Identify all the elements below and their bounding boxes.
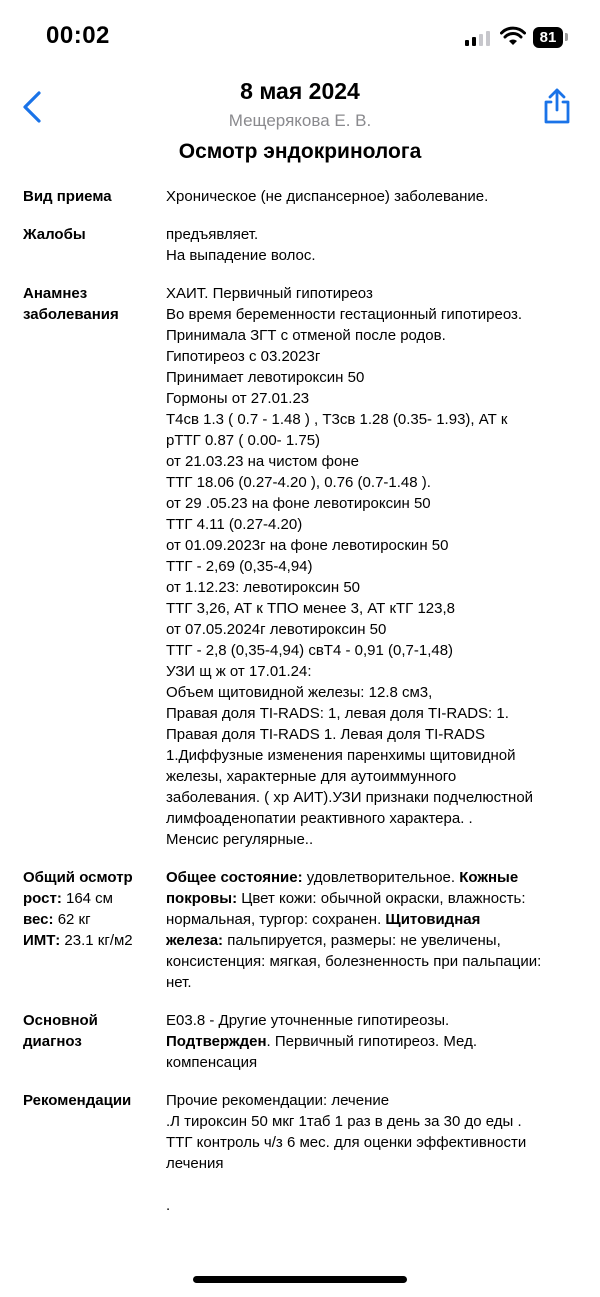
diagnosis-label-line: Основной (23, 1012, 98, 1029)
anamnesis-label-line: Анамнез (23, 285, 88, 302)
exam-line (166, 909, 583, 930)
anamnesis-line: ТТГ - 2,69 (0,35-4,94) (166, 558, 313, 575)
visit-type-value: Хроническое (не диспансерное) заболевание. (166, 188, 489, 205)
anamnesis-line: ХАИТ. Первичный гипотиреоз (166, 285, 373, 302)
diagnosis-line: компенсация (166, 1054, 258, 1071)
height-value: 164 см (65, 890, 113, 907)
exam-bold: железа: (166, 932, 224, 949)
anamnesis-line: Принимала ЗГТ с отменой после родов. (166, 327, 446, 344)
cellular-signal-icon (464, 30, 492, 48)
anamnesis-line: Гормоны от 27.01.23 (166, 390, 310, 407)
anamnesis-line: от 1.12.23: левотироксин 50 (166, 579, 361, 596)
status-bar (0, 0, 600, 76)
visit-date: 8 мая 2024 (240, 78, 360, 104)
home-indicator[interactable] (193, 1276, 407, 1283)
exam-line (166, 867, 583, 888)
anamnesis-line: Объем щитовидной железы: 12.8 см3, (166, 684, 433, 701)
complaints-value (166, 224, 583, 266)
anamnesis-line: ТТГ 18.06 (0.27-4.20 ), 0.76 (0.7-1.48 ). (166, 474, 431, 491)
anamnesis-line: 1.Диффузные изменения паренхимы щитовидной (166, 747, 516, 764)
anamnesis-line: от 01.09.2023г на фоне левотироскин 50 (166, 537, 449, 554)
anamnesis-line: от 07.05.2024г левотироксин 50 (166, 621, 387, 638)
diagnosis-text: . Первичный гипотиреоз. Мед. (266, 1033, 477, 1050)
exam-line: консистенция: мягкая, болезненность при пальпации: (166, 953, 542, 970)
weight-field (23, 909, 166, 930)
exam-line (166, 930, 583, 951)
status-time: 00:02 (46, 22, 110, 49)
diagnosis-label-line: диагноз (23, 1033, 82, 1050)
anamnesis-line: ТТГ 4.11 (0.27-4.20) (166, 516, 303, 533)
share-icon[interactable] (540, 86, 574, 126)
anamnesis-line: лимфоаденопатии реактивного характера. . (166, 810, 473, 827)
anamnesis-line: ТТГ 3,26, АТ к ТПО менее 3, АТ кТГ 123,8 (166, 600, 455, 617)
anamnesis-line: Менсис регулярные.. (166, 831, 314, 848)
exam-text: нормальная, тургор: сохранен. (166, 911, 386, 928)
exam-line (166, 888, 583, 909)
anamnesis-row (23, 283, 583, 850)
page-title: Осмотр эндокринолога (178, 140, 422, 163)
wifi-icon (500, 26, 526, 46)
anamnesis-line: Принимает левотироксин 50 (166, 369, 365, 386)
exam-text: пальпируется, размеры: не увеличены, (223, 932, 501, 949)
exam-bold: Кожные (459, 869, 519, 886)
nav-header (0, 76, 600, 176)
anamnesis-value (166, 283, 583, 850)
battery-tip (565, 33, 568, 41)
exam-bold: Общее состояние: (166, 869, 303, 886)
complaints-label: Жалобы (23, 226, 86, 243)
complaints-line: предъявляет. (166, 226, 259, 243)
exam-value (166, 867, 583, 993)
anamnesis-line: заболевания. ( хр АИТ).УЗИ признаки подчелюстной (166, 789, 534, 806)
weight-value: 62 кг (57, 911, 91, 928)
anamnesis-line: Гипотиреоз с 03.2023г (166, 348, 321, 365)
anamnesis-label-line: заболевания (23, 306, 119, 323)
recommendation-line: лечения (166, 1155, 224, 1172)
diagnosis-label (23, 1010, 166, 1073)
exam-bold: покровы: (166, 890, 238, 907)
exam-bold: Щитовидная (385, 911, 481, 928)
exam-text: Цвет кожи: обычной окраски, влажность: (237, 890, 526, 907)
diagnosis-line: Е03.8 - Другие уточненные гипотиреозы. (166, 1012, 450, 1029)
bmi-field (23, 930, 166, 951)
recommendations-label: Рекомендации (23, 1092, 132, 1109)
visit-type-row (23, 186, 583, 207)
anamnesis-line: ТТГ - 2,8 (0,35-4,94) свТ4 - 0,91 (0,7-1,48) (166, 642, 454, 659)
exam-row (23, 867, 583, 993)
diagnosis-value (166, 1010, 583, 1073)
anamnesis-line: от 29 .05.23 на фоне левотироксин 50 (166, 495, 431, 512)
doctor-name: Мещерякова Е. В. (228, 111, 372, 130)
anamnesis-line: Правая доля TI-RADS 1. Левая доля TI-RADS (166, 726, 485, 743)
weight-key: вес: (23, 911, 54, 928)
bmi-value: 23.1 кг/м2 (64, 932, 133, 949)
visit-type-label: Вид приема (23, 188, 112, 205)
complaints-line: На выпадение волос. (166, 247, 316, 264)
anamnesis-line: железы, характерные для аутоиммунного (166, 768, 457, 785)
recommendation-line (166, 1174, 583, 1195)
recommendation-line: .Л тироксин 50 мкг 1таб 1 раз в день за 30 до еды . (166, 1113, 522, 1130)
anamnesis-line: от 21.03.23 на чистом фоне (166, 453, 359, 470)
bmi-key: ИМТ: (23, 932, 61, 949)
recommendation-line: . (166, 1197, 171, 1214)
diagnosis-line (166, 1031, 583, 1052)
diagnosis-row (23, 1010, 583, 1073)
diagnosis-status: Подтвержден (166, 1033, 267, 1050)
complaints-row (23, 224, 583, 266)
anamnesis-line: Во время беременности гестационный гипотиреоз. (166, 306, 523, 323)
exam-label (23, 867, 166, 993)
anamnesis-line: рТТГ 0.87 ( 0.00- 1.75) (166, 432, 321, 449)
recommendation-line: Прочие рекомендации: лечение (166, 1092, 390, 1109)
anamnesis-label (23, 283, 166, 850)
exam-line: нет. (166, 974, 192, 991)
record-content (23, 186, 583, 1233)
anamnesis-line: Правая доля TI-RADS: 1, левая доля TI-RADS: 1. (166, 705, 509, 722)
anamnesis-line: УЗИ щ ж от 17.01.24: (166, 663, 312, 680)
height-field (23, 888, 166, 909)
height-key: рост: (23, 890, 62, 907)
exam-title: Общий осмотр (23, 869, 133, 886)
recommendation-line: ТТГ контроль ч/з 6 мес. для оценки эффективности (166, 1134, 527, 1151)
anamnesis-line: Т4св 1.3 ( 0.7 - 1.48 ) , Т3св 1.28 (0.35- 1.93), АТ к (166, 411, 508, 428)
exam-text: удовлетворительное. (302, 869, 460, 886)
recommendations-value (166, 1090, 583, 1216)
battery-icon: 81 (533, 27, 563, 48)
recommendations-row (23, 1090, 583, 1216)
